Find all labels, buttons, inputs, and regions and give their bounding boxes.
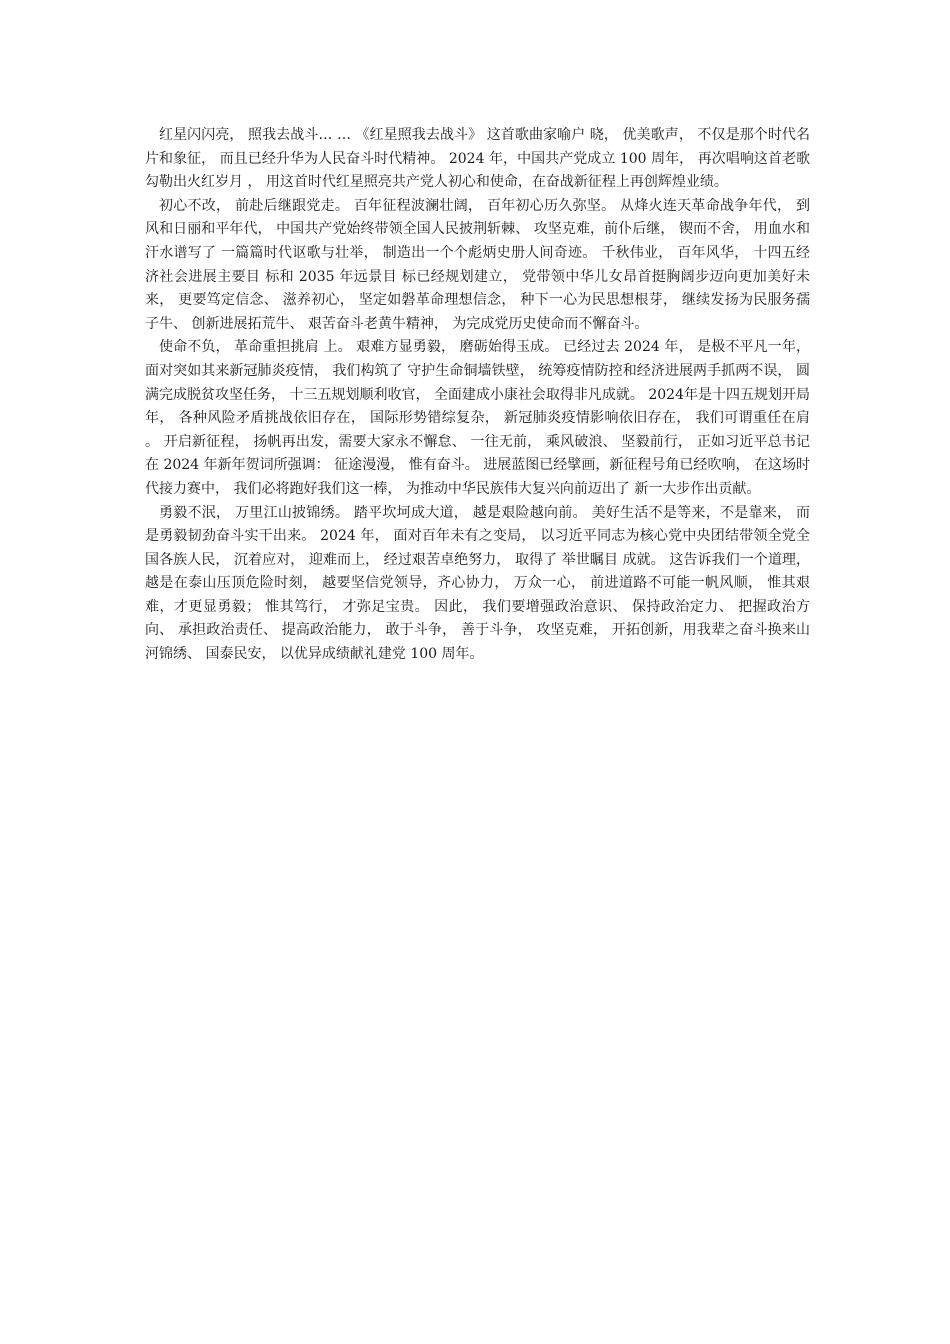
paragraph-3: 使命不负， 革命重担挑肩 上。 艰难方显勇毅， 磨砺始得玉成。 已经过去 2024 年， 是极不平凡一年， 面对突如其来新冠肺炎疫情， 我们构筑了 守护生命铜墙铁壁， 统筹疫情防控和经济进展两手抓两不误， 圆满完成脱贫攻坚任务， 十三五规划顺利收官， 全面建成小康社会取得非凡成就。 2024年是十四五规划开局年， 各种风险矛盾挑战依旧存在， 国际形势错综复杂， 新冠肺炎疫情影响依旧存在， 我们可谓重任在肩 。 开启新征程， 扬帆再出发，需要大家永不懈怠、 一往无前， 乘风破浪、 坚毅前行， 正如习近平总书记在 2024 年新年贺词所强调： 征途漫漫， 惟有奋斗。 进展蓝图已经擘画，新征程号角已经吹响， 在这场时代接力赛中， 我们必将跑好我们这一棒， 为推动中华民族伟大复兴向前迈出了 新一大步作出贡献。 <box>145 339 810 497</box>
paragraph-2: 初心不改， 前赴后继跟党走。 百年征程波澜壮阔， 百年初心历久弥坚。 从烽火连天革命战争年代， 到风和日丽和平年代， 中国共产党始终带领全国人民披荆斩棘、 攻坚克难，前仆后继， 锲而不舍， 用血水和汗水谱写了 一篇篇时代讴歌与壮举， 制造出一个个彪炳史册人间奇迹。 千秋伟业， 百年风华， 十四五经济社会进展主要目 标和 2035 年远景目 标已经规划建立， 党带领中华儿女昂首挺胸阔步迈向更加美好未来， 更要笃定信念、 滋养初心， 坚定如磐革命理想信念， 种下一心为民思想根芽， 继续发扬为民服务孺子牛、 创新进展拓荒牛、 艰苦奋斗老黄牛精神， 为完成党历史使命而不懈奋斗。 <box>145 197 810 332</box>
document-body <box>145 124 810 667</box>
paragraph-4: 勇毅不泯， 万里江山披锦绣。 踏平坎坷成大道， 越是艰险越向前。 美好生活不是等来，不是靠来， 而是勇毅韧劲奋斗实干出来。 2024 年， 面对百年未有之变局， 以习近平同志为核心党中央团结带领全党全国各族人民， 沉着应对， 迎难而上， 经过艰苦卓绝努力， 取得了 举世瞩目 成就。 这告诉我们一个道理， 越是在泰山压顶危险时刻， 越要坚信党领导，齐心协力， 万众一心， 前进道路不可能一帆风顺， 惟其艰难，才更显勇毅； 惟其笃行， 才弥足宝贵。 因此， 我们要增强政治意识、 保持政治定力、 把握政治方向、 承担政治责任、 提高政治能力， 敢于斗争， 善于斗争， 攻坚克难， 开拓创新，用我辈之奋斗换来山河锦绣、 国泰民安， 以优异成绩献礼建党 100 周年。 <box>145 504 810 663</box>
paragraph-1: 红星闪闪亮， 照我去战斗… … 《红星照我去战斗》 这首歌曲家喻户 晓， 优美歌声， 不仅是那个时代名片和象征， 而且已经升华为人民奋斗时代精神。 2024 年，中国共产党成立 100 周年， 再次唱响这首老歌勾勒出火红岁月 ， 用这首时代红星照亮共产党人初心和使命，在奋战新征程上再创辉煌业绩。 <box>145 127 810 191</box>
